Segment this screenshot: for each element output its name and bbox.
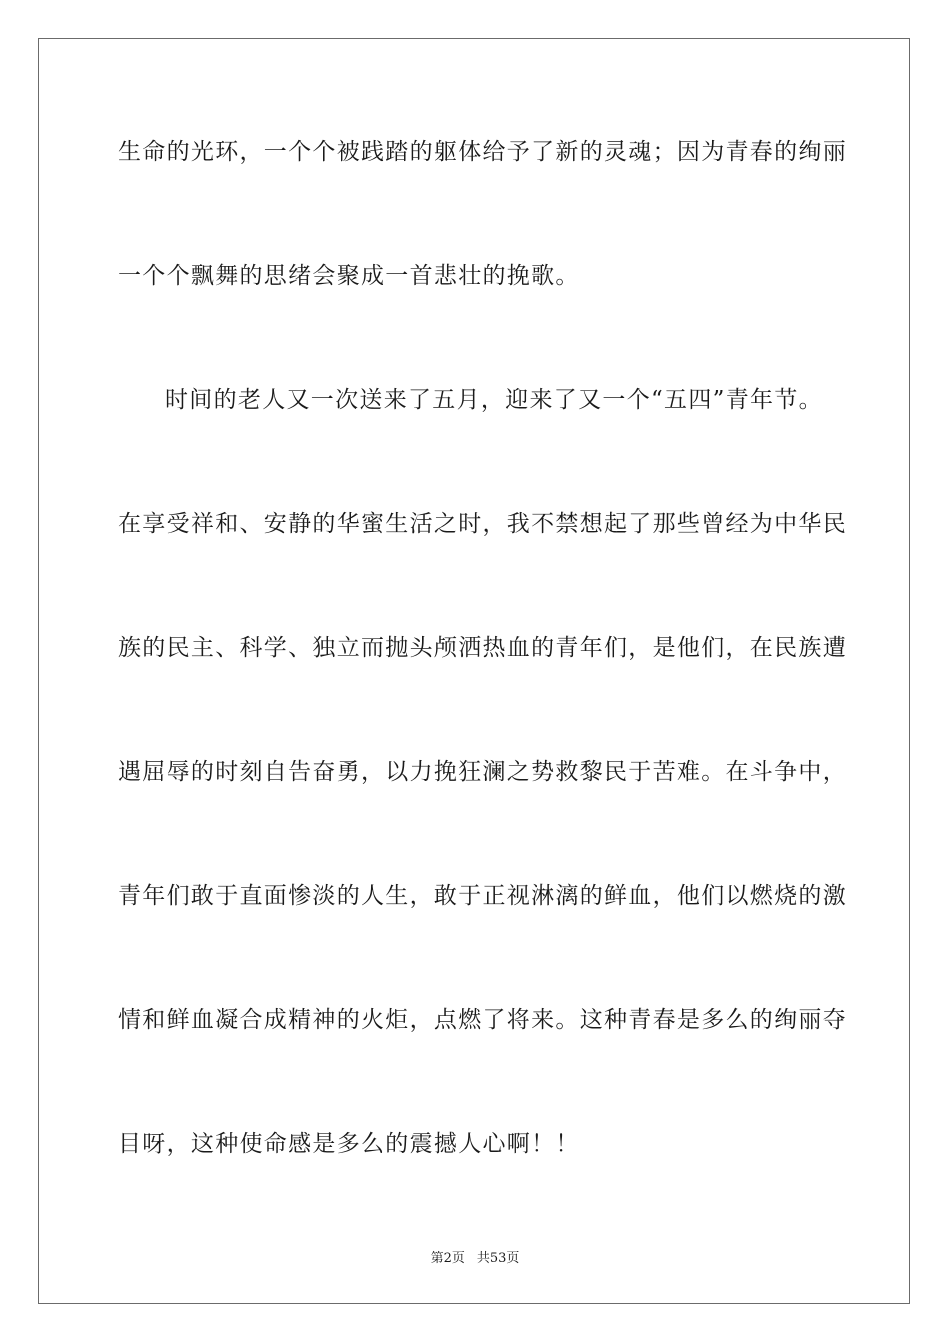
document-body (118, 126, 847, 1242)
paragraph-start-line: 时间的老人又一次送来了五月，迎来了又一个“五四”青年节。 (165, 387, 823, 413)
page-footer (0, 1247, 950, 1266)
text-line: 一个个飘舞的思绪会聚成一首悲壮的挽歌。 (118, 263, 580, 289)
text-line: 遇屈辱的时刻自告奋勇，以力挽狂澜之势救黎民于苦难。在斗争中， (118, 759, 847, 785)
page-total: 共53页 (476, 1251, 520, 1266)
text-line: 青年们敢于直面惨淡的人生，敢于正视淋漓的鲜血，他们以燃烧的激 (118, 883, 847, 909)
text-line: 在享受祥和、安静的华蜜生活之时，我不禁想起了那些曾经为中华民 (118, 511, 847, 537)
text-line: 族的民主、科学、独立而抛头颅洒热血的青年们，是他们，在民族遭 (118, 635, 847, 661)
text-line: 情和鲜血凝合成精神的火炬，点燃了将来。这种青春是多么的绚丽夺 (118, 1007, 847, 1033)
text-line: 生命的光环，一个个被践踏的躯体给予了新的灵魂；因为青春的绚丽 (118, 139, 847, 165)
text-line: 目呀，这种使命感是多么的震撼人心啊！！ (118, 1131, 580, 1157)
page-number: 第2页 (430, 1251, 465, 1266)
